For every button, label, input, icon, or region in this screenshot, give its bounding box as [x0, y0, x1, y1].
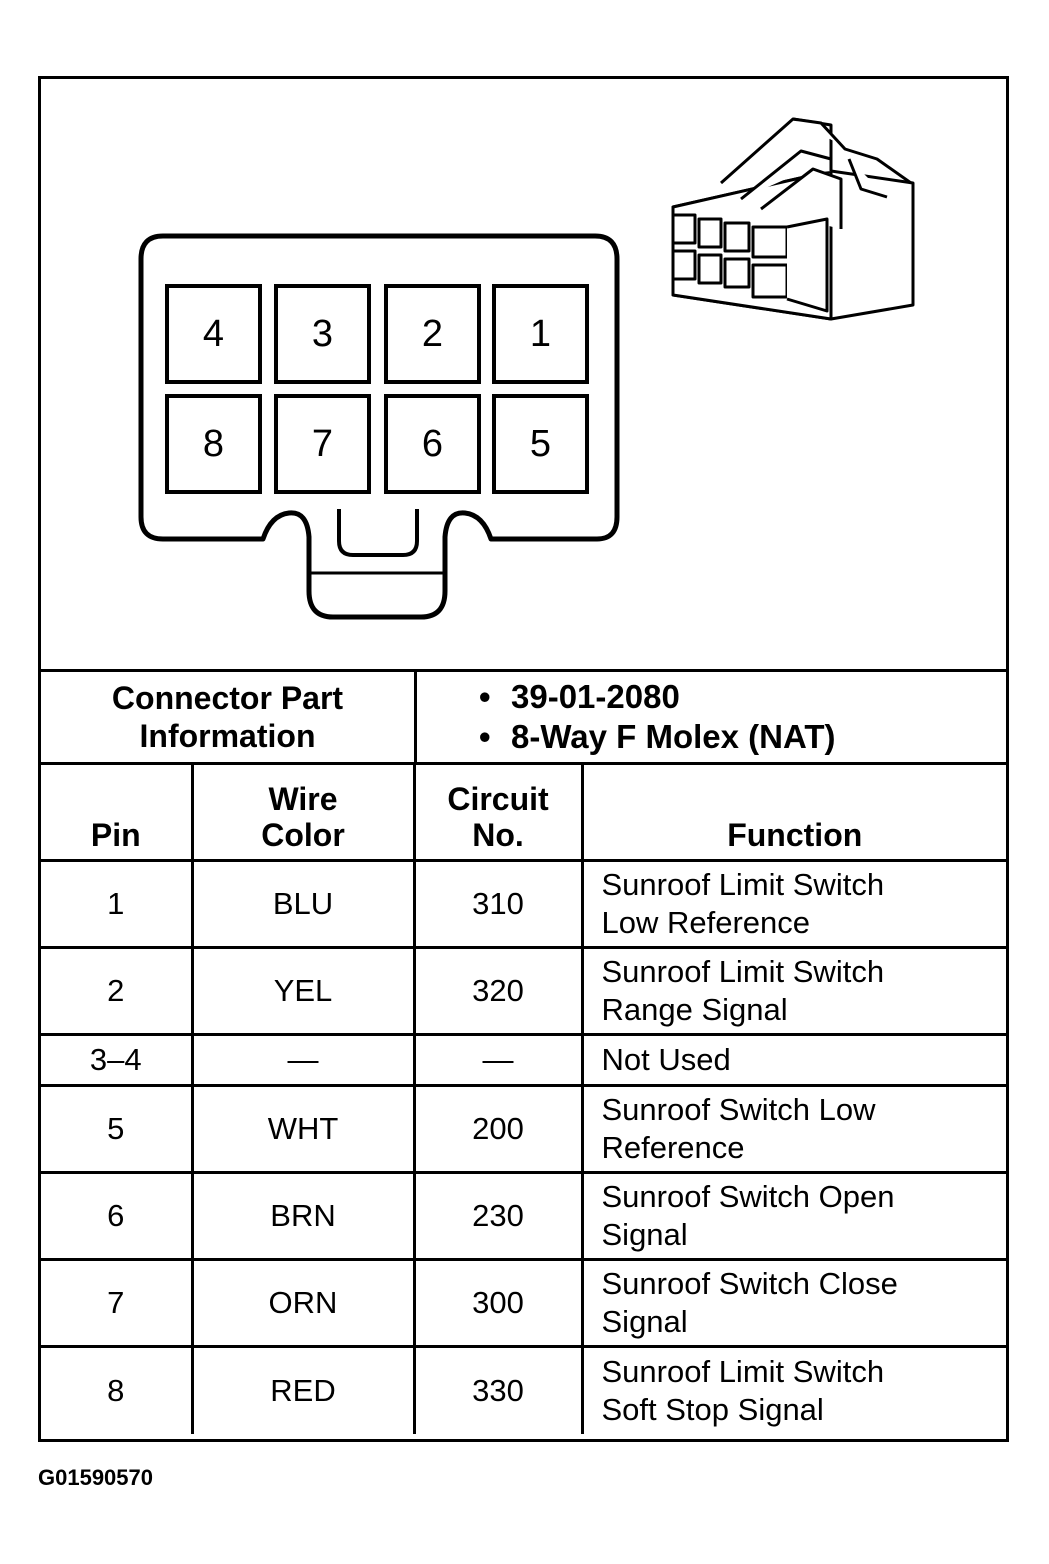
bullet-icon: • [479, 678, 491, 715]
pin-number-label: 8 [202, 423, 225, 465]
cell-function: Sunroof Switch Low Reference [582, 1086, 1006, 1173]
table-row [41, 1347, 1006, 1434]
connector-part-label: Connector Part Information [41, 672, 417, 762]
table-row [41, 948, 1006, 1035]
cell-wire-color: ORN [192, 1260, 414, 1347]
cell-circuit-no: 200 [414, 1086, 582, 1173]
cell-circuit-no: 330 [414, 1347, 582, 1434]
pin-number-label: 1 [529, 313, 552, 355]
cell-wire-color: RED [192, 1347, 414, 1434]
pin-number-label: 6 [421, 423, 444, 465]
cell-pin: 8 [41, 1347, 192, 1434]
pin-number-label: 4 [202, 313, 225, 355]
cell-circuit-no: — [414, 1035, 582, 1086]
cell-circuit-no: 310 [414, 861, 582, 948]
cell-wire-color: — [192, 1035, 414, 1086]
part-number-item [479, 677, 1006, 717]
part-number: 39-01-2080 [511, 678, 680, 715]
cell-pin: 1 [41, 861, 192, 948]
connector-type-item [479, 717, 1006, 757]
cell-pin: 6 [41, 1173, 192, 1260]
cell-function: Sunroof Limit Switch Range Signal [582, 948, 1006, 1035]
header-circuit-no: Circuit No. [414, 765, 582, 861]
table-row [41, 1173, 1006, 1260]
cell-pin: 2 [41, 948, 192, 1035]
cell-function: Sunroof Limit Switch Low Reference [582, 861, 1006, 948]
connector-3d-icon [673, 119, 913, 319]
cell-function: Sunroof Switch Close Signal [582, 1260, 1006, 1347]
pin-number-label: 2 [421, 313, 444, 355]
connector-part-list [417, 672, 1006, 762]
connector-part-info [41, 669, 1006, 765]
cell-circuit-no: 300 [414, 1260, 582, 1347]
connector-diagram [41, 79, 1006, 669]
table-header-row [41, 765, 1006, 861]
cell-function: Not Used [582, 1035, 1006, 1086]
cell-pin: 7 [41, 1260, 192, 1347]
cell-wire-color: BLU [192, 861, 414, 948]
cell-circuit-no: 320 [414, 948, 582, 1035]
header-wire-color: Wire Color [192, 765, 414, 861]
cell-wire-color: YEL [192, 948, 414, 1035]
pin-number-label: 3 [311, 313, 334, 355]
cell-circuit-no: 230 [414, 1173, 582, 1260]
table-row [41, 1086, 1006, 1173]
connector-sheet [38, 76, 1009, 1442]
table-row [41, 1035, 1006, 1086]
header-pin: Pin [41, 765, 192, 861]
cell-function: Sunroof Limit Switch Soft Stop Signal [601, 1353, 885, 1427]
cell-wire-color: WHT [192, 1086, 414, 1173]
bullet-icon: • [479, 718, 491, 755]
pin-number-label: 5 [529, 423, 552, 465]
figure-code: G01590570 [38, 1465, 153, 1490]
pinout-table [41, 765, 1006, 1434]
cell-function: Sunroof Switch Open Signal [582, 1173, 1006, 1260]
pin-number-label: 7 [311, 423, 334, 465]
cell-pin: 5 [41, 1086, 192, 1173]
cell-wire-color: BRN [192, 1173, 414, 1260]
header-function: Function [582, 765, 1006, 861]
table-row [41, 861, 1006, 948]
connector-type: 8-Way F Molex (NAT) [511, 718, 836, 755]
cell-pin: 3–4 [41, 1035, 192, 1086]
connector-face-view [41, 79, 1006, 669]
table-row [41, 1260, 1006, 1347]
latch-inner [339, 509, 417, 555]
